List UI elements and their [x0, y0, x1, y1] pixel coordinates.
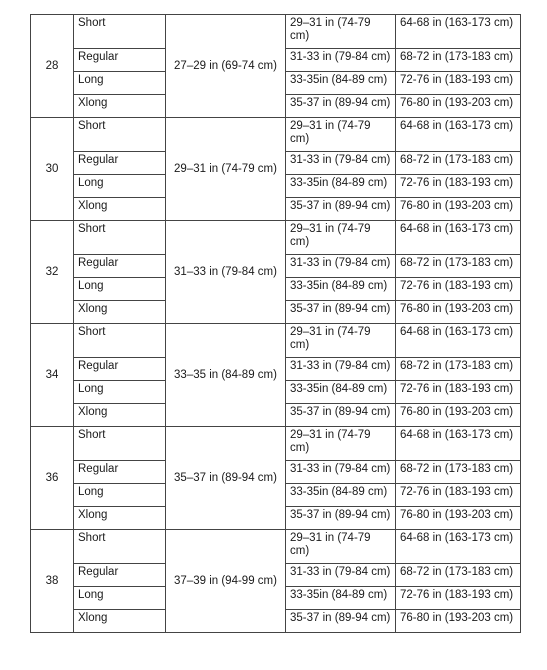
height-cell: 68-72 in (173-183 cm)	[396, 461, 521, 484]
length-cell: Regular	[74, 564, 166, 587]
length-cell: Xlong	[74, 301, 166, 324]
waist-size-cell: 32	[31, 221, 74, 324]
size-chart	[30, 14, 521, 633]
height-cell: 76-80 in (193-203 cm)	[396, 301, 521, 324]
inseam-cell: 35-37 in (89-94 cm)	[286, 301, 396, 324]
height-cell: 72-76 in (183-193 cm)	[396, 484, 521, 507]
length-cell: Regular	[74, 358, 166, 381]
height-cell: 72-76 in (183-193 cm)	[396, 175, 521, 198]
waist-inseam-cell: 29–31 in (74-79 cm)	[166, 118, 286, 221]
inseam-cell: 31-33 in (79-84 cm)	[286, 255, 396, 278]
length-cell: Short	[74, 427, 166, 461]
length-cell: Xlong	[74, 198, 166, 221]
inseam-cell: 31-33 in (79-84 cm)	[286, 49, 396, 72]
waist-size-cell: 36	[31, 427, 74, 530]
length-cell: Regular	[74, 461, 166, 484]
table-row	[31, 530, 521, 564]
inseam-cell: 29–31 in (74-79 cm)	[286, 530, 396, 564]
length-cell: Short	[74, 221, 166, 255]
inseam-cell: 31-33 in (79-84 cm)	[286, 358, 396, 381]
inseam-cell: 33-35in (84-89 cm)	[286, 587, 396, 610]
length-cell: Regular	[74, 49, 166, 72]
height-cell: 64-68 in (163-173 cm)	[396, 427, 521, 461]
height-cell: 72-76 in (183-193 cm)	[396, 72, 521, 95]
waist-inseam-cell: 31–33 in (79-84 cm)	[166, 221, 286, 324]
waist-size-cell: 30	[31, 118, 74, 221]
waist-size-cell: 34	[31, 324, 74, 427]
waist-inseam-cell: 33–35 in (84-89 cm)	[166, 324, 286, 427]
length-cell: Regular	[74, 152, 166, 175]
inseam-cell: 35-37 in (89-94 cm)	[286, 404, 396, 427]
height-cell: 72-76 in (183-193 cm)	[396, 381, 521, 404]
waist-inseam-cell: 37–39 in (94-99 cm)	[166, 530, 286, 633]
inseam-cell: 33-35in (84-89 cm)	[286, 72, 396, 95]
inseam-cell: 35-37 in (89-94 cm)	[286, 507, 396, 530]
inseam-cell: 29–31 in (74-79 cm)	[286, 15, 396, 49]
length-cell: Long	[74, 175, 166, 198]
waist-size-cell: 28	[31, 15, 74, 118]
table-row	[31, 221, 521, 255]
height-cell: 76-80 in (193-203 cm)	[396, 404, 521, 427]
waist-inseam-cell: 27–29 in (69-74 cm)	[166, 15, 286, 118]
height-cell: 64-68 in (163-173 cm)	[396, 118, 521, 152]
length-cell: Long	[74, 72, 166, 95]
height-cell: 76-80 in (193-203 cm)	[396, 507, 521, 530]
height-cell: 68-72 in (173-183 cm)	[396, 152, 521, 175]
length-cell: Xlong	[74, 507, 166, 530]
height-cell: 68-72 in (173-183 cm)	[396, 358, 521, 381]
length-cell: Short	[74, 324, 166, 358]
height-cell: 68-72 in (173-183 cm)	[396, 255, 521, 278]
height-cell: 64-68 in (163-173 cm)	[396, 15, 521, 49]
height-cell: 72-76 in (183-193 cm)	[396, 278, 521, 301]
length-cell: Long	[74, 587, 166, 610]
inseam-cell: 33-35in (84-89 cm)	[286, 381, 396, 404]
length-cell: Long	[74, 484, 166, 507]
inseam-cell: 33-35in (84-89 cm)	[286, 484, 396, 507]
length-cell: Long	[74, 381, 166, 404]
height-cell: 64-68 in (163-173 cm)	[396, 530, 521, 564]
length-cell: Xlong	[74, 404, 166, 427]
height-cell: 64-68 in (163-173 cm)	[396, 221, 521, 255]
height-cell: 76-80 in (193-203 cm)	[396, 610, 521, 633]
height-cell: 68-72 in (173-183 cm)	[396, 49, 521, 72]
inseam-cell: 33-35in (84-89 cm)	[286, 278, 396, 301]
height-cell: 64-68 in (163-173 cm)	[396, 324, 521, 358]
inseam-cell: 29–31 in (74-79 cm)	[286, 324, 396, 358]
inseam-cell: 29–31 in (74-79 cm)	[286, 221, 396, 255]
table-row	[31, 15, 521, 49]
inseam-cell: 35-37 in (89-94 cm)	[286, 95, 396, 118]
length-cell: Long	[74, 278, 166, 301]
inseam-cell: 35-37 in (89-94 cm)	[286, 198, 396, 221]
size-table	[30, 14, 521, 633]
table-row	[31, 427, 521, 461]
inseam-cell: 35-37 in (89-94 cm)	[286, 610, 396, 633]
length-cell: Xlong	[74, 610, 166, 633]
inseam-cell: 31-33 in (79-84 cm)	[286, 564, 396, 587]
table-row	[31, 118, 521, 152]
length-cell: Short	[74, 15, 166, 49]
length-cell: Short	[74, 530, 166, 564]
inseam-cell: 31-33 in (79-84 cm)	[286, 461, 396, 484]
height-cell: 68-72 in (173-183 cm)	[396, 564, 521, 587]
height-cell: 76-80 in (193-203 cm)	[396, 95, 521, 118]
inseam-cell: 31-33 in (79-84 cm)	[286, 152, 396, 175]
waist-size-cell: 38	[31, 530, 74, 633]
height-cell: 76-80 in (193-203 cm)	[396, 198, 521, 221]
length-cell: Xlong	[74, 95, 166, 118]
waist-inseam-cell: 35–37 in (89-94 cm)	[166, 427, 286, 530]
inseam-cell: 29–31 in (74-79 cm)	[286, 118, 396, 152]
inseam-cell: 29–31 in (74-79 cm)	[286, 427, 396, 461]
length-cell: Short	[74, 118, 166, 152]
length-cell: Regular	[74, 255, 166, 278]
height-cell: 72-76 in (183-193 cm)	[396, 587, 521, 610]
table-row	[31, 324, 521, 358]
inseam-cell: 33-35in (84-89 cm)	[286, 175, 396, 198]
